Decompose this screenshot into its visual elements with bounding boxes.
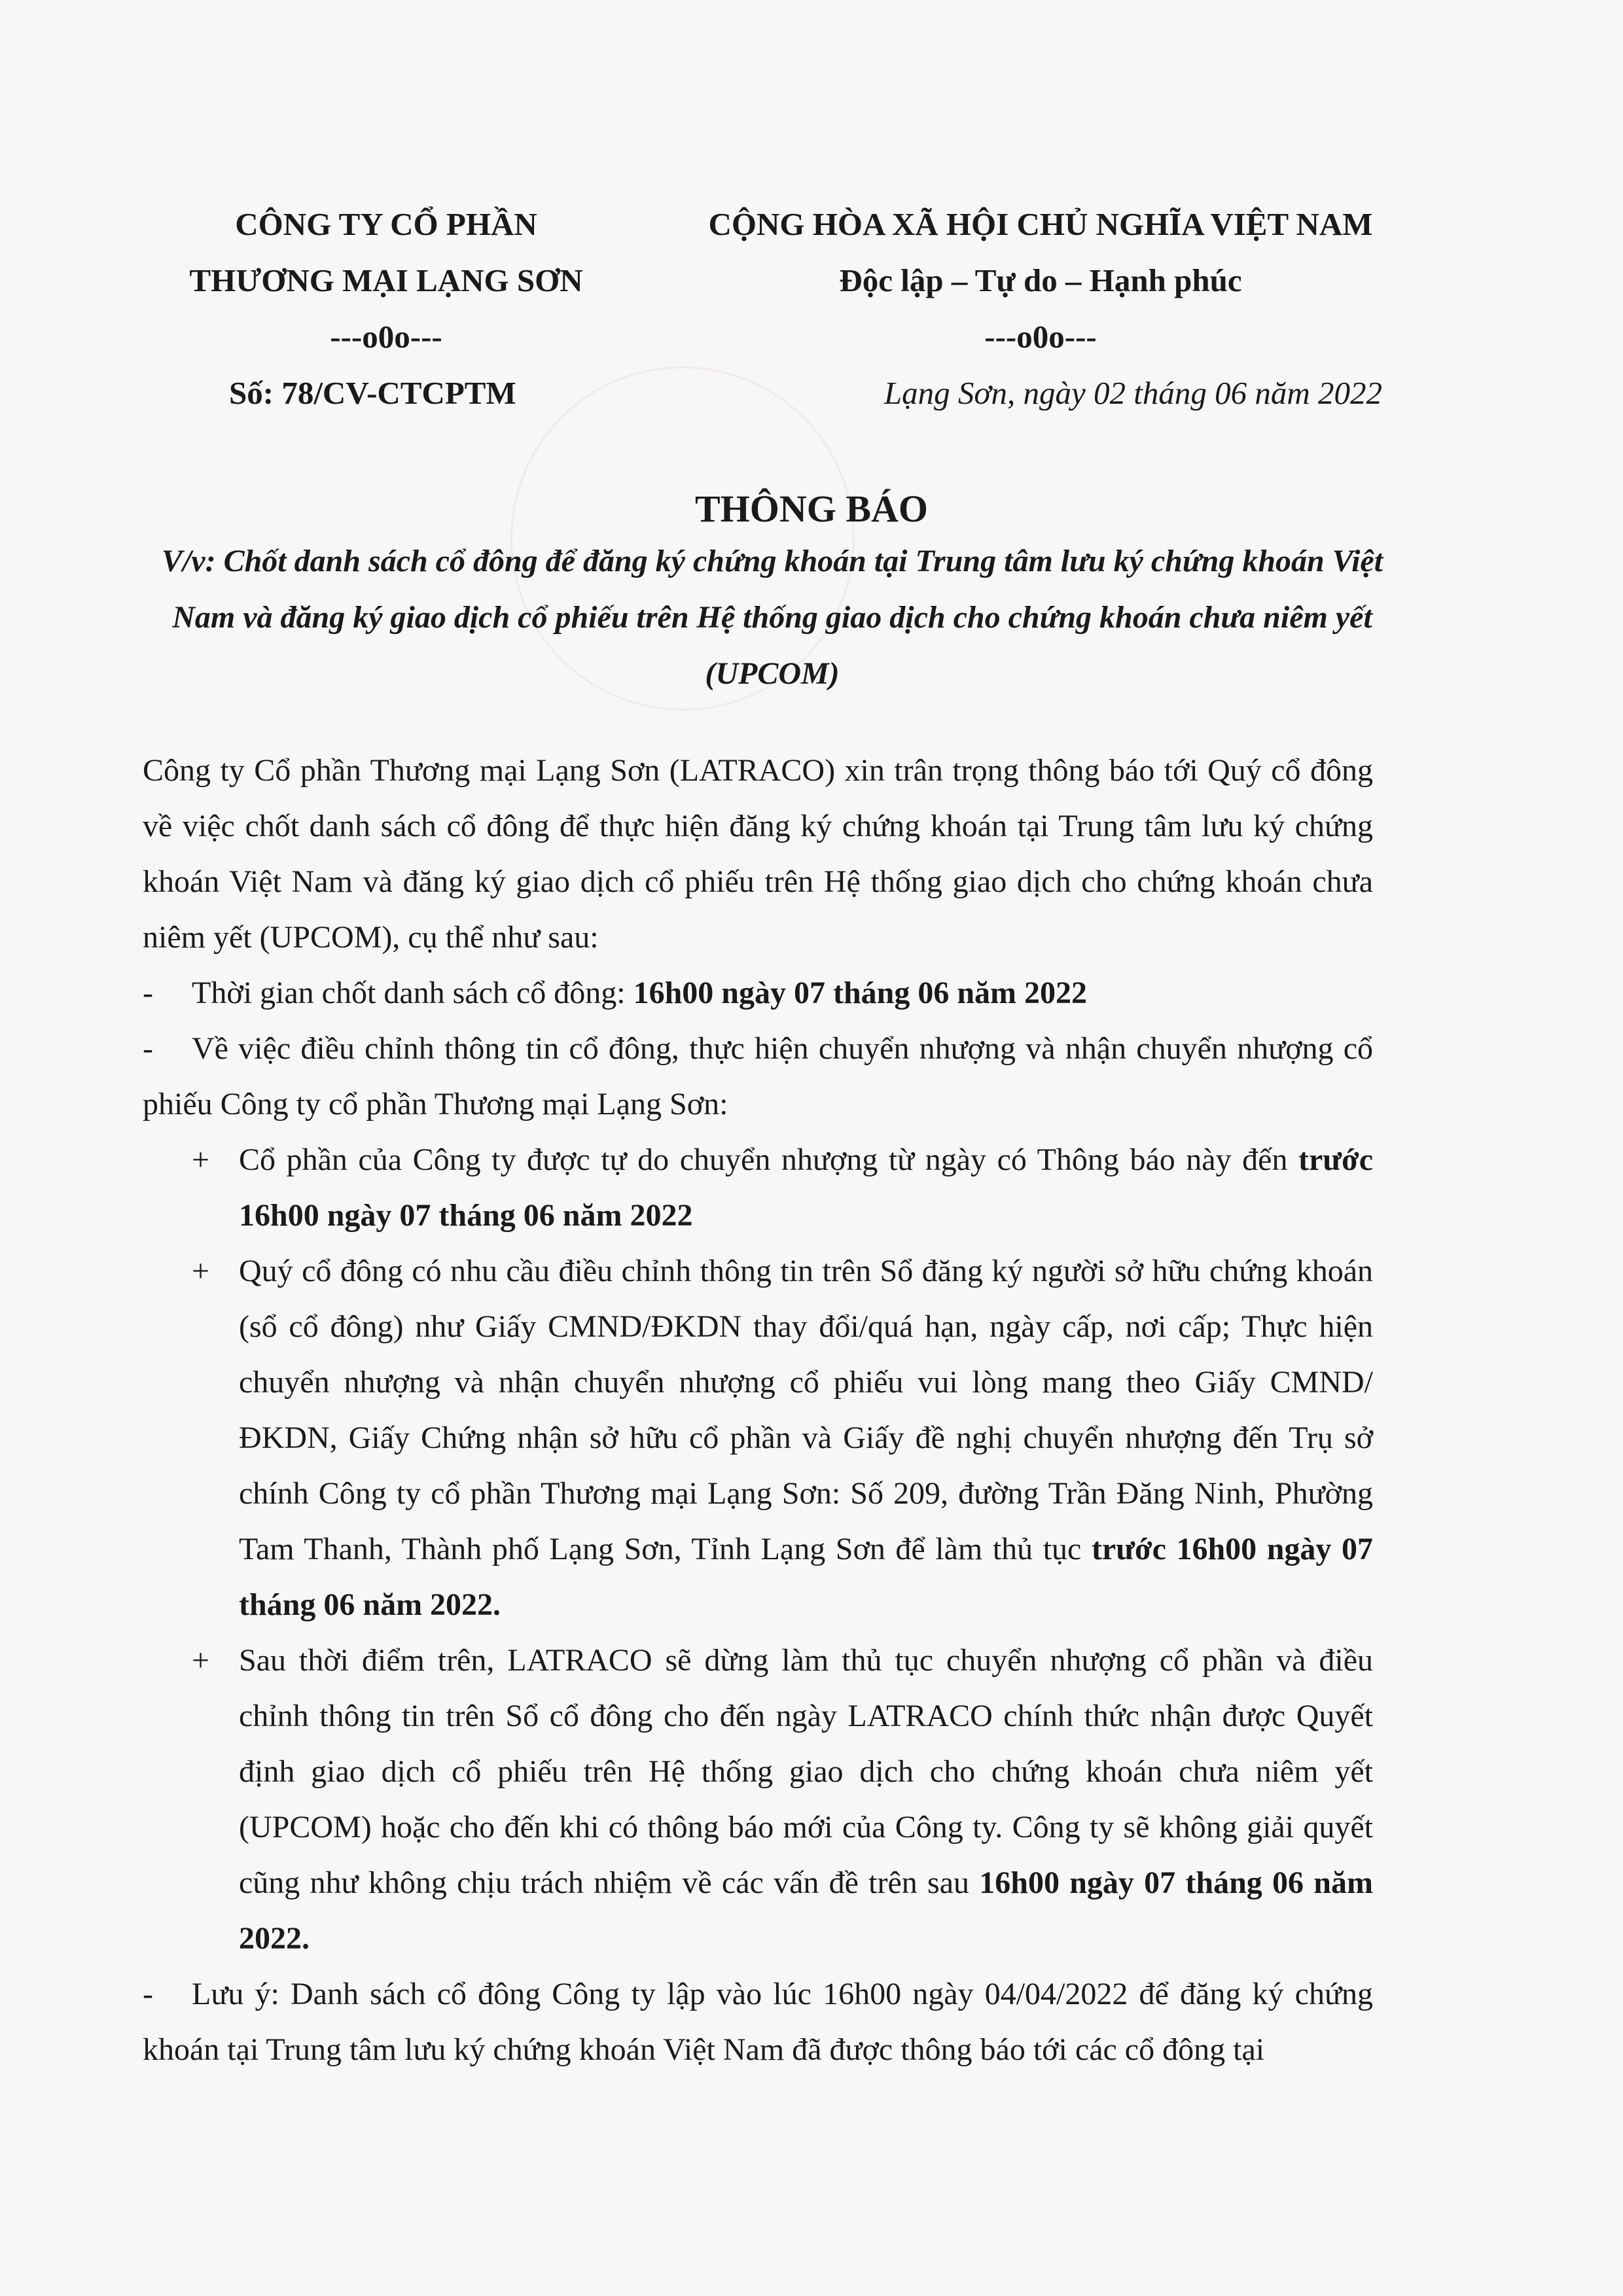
dash-marker: - <box>143 976 153 1010</box>
sub-item-suspension <box>143 1633 1373 1966</box>
sub-item-text: Quý cổ đông có nhu cầu điều chỉnh thông tin trên Sổ đăng ký người sở hữu chứng khoán (sổ cổ đông) như Giấy CMND/ĐKDN thay đổi/quá hạn, ngày cấp, nơi cấp; Thực hiện chuyển nhượng và nhận chuyển nhượng cổ phiếu vui lòng mang theo Giấy CMND/ĐKDN, Giấy Chứng nhận sở hữu cổ phần và Giấy đề nghị chuyển nhượng đến Trụ sở chính Công ty cổ phần Thương mại Lạng Sơn: Số 209, đường Trần Đăng Ninh, Phường Tam Thanh, Thành phố Lạng Sơn, Tỉnh Lạng Sơn để làm thủ tục <box>239 1254 1373 1566</box>
intro-paragraph: Công ty Cổ phần Thương mại Lạng Sơn (LATRACO) xin trân trọng thông báo tới Quý cổ đông về việc chốt danh sách cổ đông để thực hiện đăng ký chứng khoán tại Trung tâm lưu ký chứng khoán Việt Nam và đăng ký giao dịch cổ phiếu trên Hệ thống giao dịch cho chứng khoán chưa niêm yết (UPCOM), cụ thể như sau: <box>143 753 1373 955</box>
sub-item-bold-text: trước 16h00 ngày 07 tháng 06 năm 2022 <box>239 1142 1373 1233</box>
plus-marker: + <box>192 1254 210 1288</box>
sub-item-text: Sau thời điểm trên, LATRACO sẽ dừng làm thủ tục chuyển nhượng cổ phần và điều chỉnh thông tin trên Sổ cổ đông cho đến ngày LATRACO chính thức nhận được Quyết định giao dịch cổ phiếu trên Hệ thống giao dịch cho chứng khoán chưa niêm yết (UPCOM) hoặc cho đến khi có thông báo mới của Công ty. Công ty sẽ không giải quyết cũng như không chịu trách nhiệm về các vấn đề trên sau <box>239 1643 1373 1900</box>
sub-item-info-adjustment <box>143 1243 1373 1633</box>
item-bold-text: 16h00 ngày 07 tháng 06 năm 2022 <box>633 976 1088 1010</box>
dash-marker: - <box>143 1977 153 2011</box>
company-separator: ---o0o--- <box>330 319 442 355</box>
document-subject: V/v: Chốt danh sách cổ đông để đăng ký chứng khoán tại Trung tâm lưu ký chứng khoán Việt Nam và đăng ký giao dịch cổ phiếu trên Hệ thống giao dịch cho chứng khoán chưa niêm yết (UPCOM) <box>161 544 1383 691</box>
national-title: CỘNG HÒA XÃ HỘI CHỦ NGHĨA VIỆT NAM <box>708 206 1373 242</box>
place-and-date: Lạng Sơn, ngày 02 tháng 06 năm 2022 <box>883 375 1382 411</box>
sub-item-bold-text: trước 16h00 ngày 07 tháng 06 năm 2022. <box>239 1532 1374 1622</box>
company-name-line1: CÔNG TY CỔ PHẦN <box>235 206 537 242</box>
sub-item-text: Cổ phần của Công ty được tự do chuyển nhượng từ ngày có Thông báo này đến <box>239 1142 1299 1177</box>
national-separator: ---o0o--- <box>984 319 1097 355</box>
document-body <box>143 743 1373 2077</box>
sub-item-free-transfer <box>143 1132 1373 1243</box>
item-text: Lưu ý: Danh sách cổ đông Công ty lập vào lúc 16h00 ngày 04/04/2022 để đăng ký chứng khoán tại Trung tâm lưu ký chứng khoán Việt Nam đã được thông báo tới các cổ đông tại <box>143 1977 1373 2067</box>
document-number: Số: 78/CV-CTCPTM <box>229 375 516 411</box>
list-item-record-time <box>143 965 1373 1021</box>
list-item-transfer <box>143 1021 1373 1132</box>
company-header <box>131 196 641 421</box>
national-motto: Độc lập – Tự do – Hạnh phúc <box>839 262 1242 298</box>
plus-marker: + <box>192 1643 210 1678</box>
plus-marker: + <box>192 1142 210 1177</box>
document-title: THÔNG BÁO <box>694 487 929 530</box>
national-header <box>674 196 1407 421</box>
dash-marker: - <box>143 1031 153 1066</box>
item-text: Thời gian chốt danh sách cổ đông: <box>192 976 633 1010</box>
sub-item-bold-text: 16h00 ngày 07 tháng 06 năm 2022. <box>239 1865 1373 1956</box>
company-name-line2: THƯƠNG MẠI LẠNG SƠN <box>189 262 583 298</box>
item-text: Về việc điều chỉnh thông tin cổ đông, thực hiện chuyển nhượng và nhận chuyển nhượng cổ phiếu Công ty cổ phần Thương mại Lạng Sơn: <box>143 1031 1373 1122</box>
list-item-note <box>143 1966 1373 2077</box>
